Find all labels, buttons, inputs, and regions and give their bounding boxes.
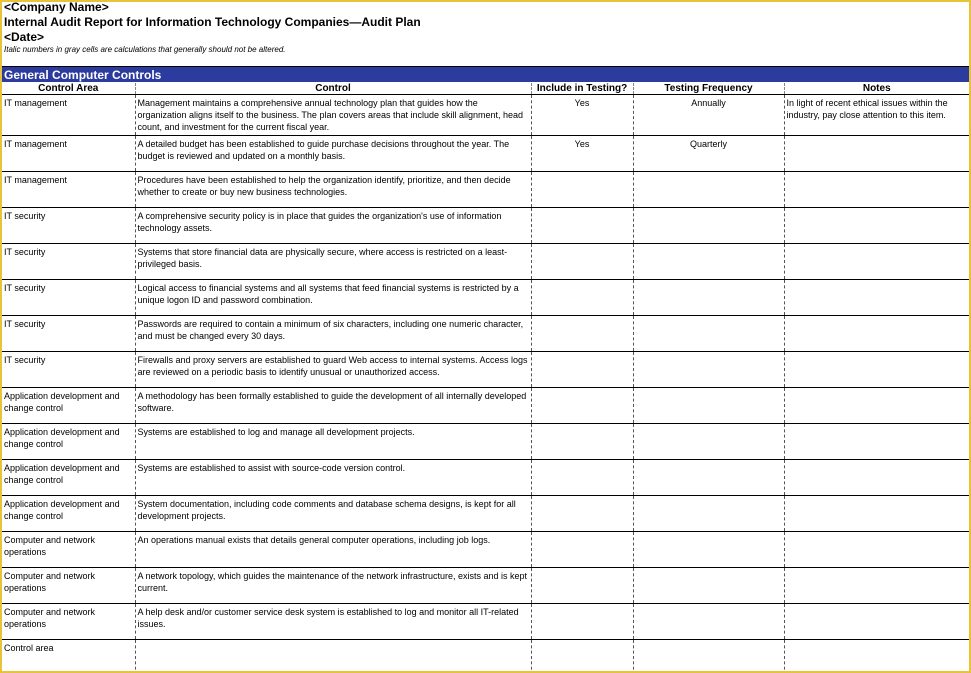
control-cell[interactable]: Systems are established to log and manage all development projects. xyxy=(135,424,531,460)
include-in-testing-cell[interactable] xyxy=(531,424,633,460)
control-cell[interactable]: Firewalls and proxy servers are established to guard Web access to internal systems. Access logs are reviewed on a periodic basis to identify unusual or unauthorized access. xyxy=(135,352,531,388)
control-cell[interactable]: Systems that store financial data are physically secure, where access is restricted on a least-privileged basis. xyxy=(135,244,531,280)
include-in-testing-cell[interactable] xyxy=(531,388,633,424)
include-in-testing-cell[interactable] xyxy=(531,532,633,568)
control-area-cell[interactable]: IT management xyxy=(2,172,135,208)
testing-frequency-cell[interactable] xyxy=(633,316,784,352)
notes-cell[interactable] xyxy=(784,352,969,388)
notes-cell[interactable]: In light of recent ethical issues within the industry, pay close attention to this item. xyxy=(784,95,969,136)
table-row xyxy=(2,208,969,244)
control-cell[interactable]: An operations manual exists that details general computer operations, including job logs. xyxy=(135,532,531,568)
table-row xyxy=(2,95,969,136)
testing-frequency-cell[interactable] xyxy=(633,496,784,532)
control-area-cell[interactable]: Computer and network operations xyxy=(2,568,135,604)
control-area-cell[interactable]: Application development and change control xyxy=(2,388,135,424)
control-area-cell[interactable]: IT management xyxy=(2,95,135,136)
include-in-testing-cell[interactable] xyxy=(531,604,633,640)
control-area-cell[interactable]: IT management xyxy=(2,136,135,172)
table-row xyxy=(2,136,969,172)
control-area-cell[interactable]: Control area xyxy=(2,640,135,673)
report-date[interactable]: <Date> xyxy=(4,30,45,44)
table-row xyxy=(2,280,969,316)
column-header-control-area[interactable]: Control Area xyxy=(2,83,135,95)
include-in-testing-cell[interactable]: Yes xyxy=(531,136,633,172)
include-in-testing-cell[interactable] xyxy=(531,460,633,496)
include-in-testing-cell[interactable]: Yes xyxy=(531,95,633,136)
control-cell[interactable]: System documentation, including code comments and database schema designs, is kept for all development projects. xyxy=(135,496,531,532)
table-row xyxy=(2,424,969,460)
notes-cell[interactable] xyxy=(784,208,969,244)
control-area-cell[interactable]: IT security xyxy=(2,208,135,244)
control-cell[interactable]: A help desk and/or customer service desk system is established to log and monitor all IT-related issues. xyxy=(135,604,531,640)
control-cell[interactable]: Passwords are required to contain a minimum of six characters, including one numeric character, and must be changed every 30 days. xyxy=(135,316,531,352)
include-in-testing-cell[interactable] xyxy=(531,280,633,316)
include-in-testing-cell[interactable] xyxy=(531,568,633,604)
report-title[interactable]: Internal Audit Report for Information Technology Companies—Audit Plan xyxy=(4,15,421,29)
notes-cell[interactable] xyxy=(784,532,969,568)
testing-frequency-cell[interactable]: Annually xyxy=(633,95,784,136)
testing-frequency-cell[interactable] xyxy=(633,532,784,568)
include-in-testing-cell[interactable] xyxy=(531,352,633,388)
instruction-note: Italic numbers in gray cells are calculations that generally should not be altered. xyxy=(4,45,286,54)
testing-frequency-cell[interactable] xyxy=(633,388,784,424)
control-area-cell[interactable]: IT security xyxy=(2,244,135,280)
notes-cell[interactable] xyxy=(784,244,969,280)
testing-frequency-cell[interactable] xyxy=(633,460,784,496)
column-header-control[interactable]: Control xyxy=(135,83,531,95)
section-header: General Computer Controls xyxy=(2,66,969,82)
control-cell[interactable]: A detailed budget has been established to guide purchase decisions throughout the year. The budget is reviewed and updated on a monthly basis. xyxy=(135,136,531,172)
testing-frequency-cell[interactable] xyxy=(633,604,784,640)
notes-cell[interactable] xyxy=(784,460,969,496)
testing-frequency-cell[interactable] xyxy=(633,568,784,604)
testing-frequency-cell[interactable] xyxy=(633,208,784,244)
control-cell[interactable]: A methodology has been formally established to guide the development of all internally developed software. xyxy=(135,388,531,424)
control-cell[interactable]: Procedures have been established to help the organization identify, prioritize, and then decide whether to create or buy new business technologies. xyxy=(135,172,531,208)
column-header-row xyxy=(2,83,969,95)
notes-cell[interactable] xyxy=(784,172,969,208)
control-cell[interactable]: Systems are established to assist with source-code version control. xyxy=(135,460,531,496)
control-area-cell[interactable]: Application development and change control xyxy=(2,496,135,532)
table-row xyxy=(2,172,969,208)
notes-cell[interactable] xyxy=(784,640,969,673)
testing-frequency-cell[interactable] xyxy=(633,352,784,388)
table-row xyxy=(2,604,969,640)
control-area-cell[interactable]: Application development and change control xyxy=(2,424,135,460)
control-area-cell[interactable]: IT security xyxy=(2,316,135,352)
notes-cell[interactable] xyxy=(784,136,969,172)
testing-frequency-cell[interactable] xyxy=(633,280,784,316)
include-in-testing-cell[interactable] xyxy=(531,208,633,244)
testing-frequency-cell[interactable] xyxy=(633,424,784,460)
notes-cell[interactable] xyxy=(784,604,969,640)
table-row xyxy=(2,532,969,568)
include-in-testing-cell[interactable] xyxy=(531,244,633,280)
control-area-cell[interactable]: Computer and network operations xyxy=(2,604,135,640)
table-row xyxy=(2,352,969,388)
table-row xyxy=(2,388,969,424)
company-name[interactable]: <Company Name> xyxy=(4,0,109,14)
control-cell[interactable]: A network topology, which guides the maintenance of the network infrastructure, exists and is kept current. xyxy=(135,568,531,604)
control-area-cell[interactable]: Computer and network operations xyxy=(2,532,135,568)
table-row xyxy=(2,568,969,604)
include-in-testing-cell[interactable] xyxy=(531,172,633,208)
notes-cell[interactable] xyxy=(784,280,969,316)
include-in-testing-cell[interactable] xyxy=(531,640,633,673)
notes-cell[interactable] xyxy=(784,388,969,424)
audit-plan-table xyxy=(2,83,969,673)
control-cell[interactable]: A comprehensive security policy is in place that guides the organization's use of information technology assets. xyxy=(135,208,531,244)
notes-cell[interactable] xyxy=(784,496,969,532)
testing-frequency-cell[interactable] xyxy=(633,244,784,280)
control-area-cell[interactable]: IT security xyxy=(2,280,135,316)
table-row xyxy=(2,244,969,280)
control-area-cell[interactable]: Application development and change control xyxy=(2,460,135,496)
testing-frequency-cell[interactable] xyxy=(633,172,784,208)
notes-cell[interactable] xyxy=(784,316,969,352)
include-in-testing-cell[interactable] xyxy=(531,496,633,532)
testing-frequency-cell[interactable]: Quarterly xyxy=(633,136,784,172)
control-cell[interactable]: Management maintains a comprehensive annual technology plan that guides how the organization aligns itself to the business. The plan covers areas that include skill alignment, head count, and investment for the current fiscal year. xyxy=(135,95,531,136)
table-row xyxy=(2,316,969,352)
column-header-include-in-testing[interactable]: Include in Testing? xyxy=(531,83,633,95)
table-row xyxy=(2,640,969,673)
notes-cell[interactable] xyxy=(784,424,969,460)
testing-frequency-cell[interactable] xyxy=(633,640,784,673)
column-header-notes[interactable]: Notes xyxy=(784,83,969,95)
control-cell[interactable] xyxy=(135,640,531,673)
include-in-testing-cell[interactable] xyxy=(531,316,633,352)
control-area-cell[interactable]: IT security xyxy=(2,352,135,388)
notes-cell[interactable] xyxy=(784,568,969,604)
column-header-testing-frequency[interactable]: Testing Frequency xyxy=(633,83,784,95)
table-row xyxy=(2,496,969,532)
table-row xyxy=(2,460,969,496)
control-cell[interactable]: Logical access to financial systems and all systems that feed financial systems is restricted by a unique logon ID and password combination. xyxy=(135,280,531,316)
